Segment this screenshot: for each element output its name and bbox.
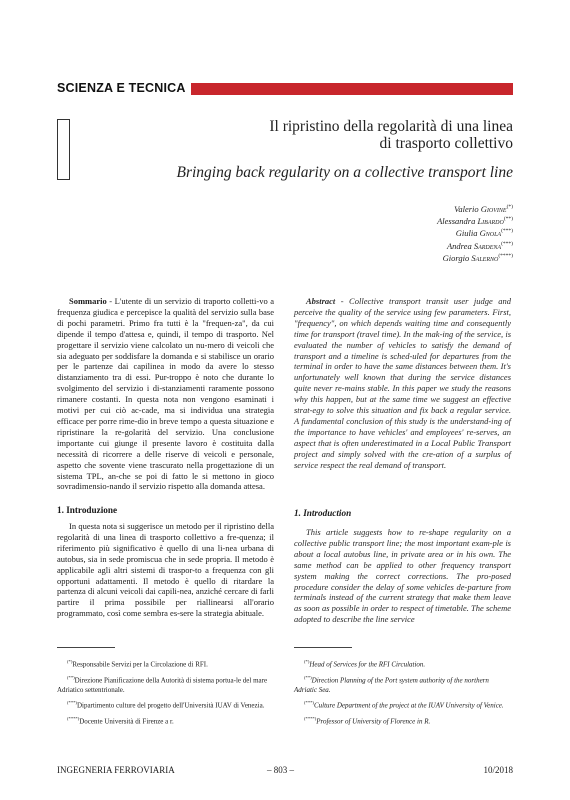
footnote: (*)Responsabile Servizi per la Circolazione di RFI. [67,659,208,669]
author: Giorgio Salerno(****) [442,252,513,263]
footnote: (****)Professor of University of Florence in R. [304,716,431,726]
author: Andrea Sardena(***) [446,240,513,251]
footnote: (**)Direzione Pianificazione della Autorità di sistema portua-le del mare Adriatico settentrionale. [57,674,268,694]
footnotes-english [294,657,511,730]
title-line-2: di trasporto collettivo [379,135,513,152]
decorative-frame [57,119,70,180]
issue-date: 10/2018 [483,765,513,775]
footnote-divider [57,647,115,648]
article-title-english: Bringing back regularity on a collective transport line [176,164,513,181]
abstract-english [294,296,511,471]
intro-english-text: This article suggests how to re-shape regularity on a collective public transport line; the most important exam-ple is about a local autobus line, in private area or in his own. The same method can be applied to other frequency transport system making the correct corrections. The pro-posed procedure consider the delay of some vehicles de-parture from terminals instead of the current strategy that make them leave as soon as possible in order to respect of timetable. The scheme adopted to describe the line service [294,527,511,625]
footnote: (****)Docente Università di Firenze a r. [67,716,174,726]
introduction-italian [57,521,274,619]
page-number: – 803 – [267,765,294,775]
section-heading-english: 1. Introduction [294,508,352,518]
author: Giulia Gnola(***) [455,228,513,239]
footnote-divider [294,647,352,648]
abstract-italian-lead: Sommario [69,296,107,306]
article-title-italian [133,118,513,152]
section-accent-bar [191,83,513,95]
journal-name: INGEGNERIA FERROVIARIA [57,765,175,775]
author: Alessandra Libardo(**) [437,216,513,227]
abstract-english-lead: Abstract [306,296,336,306]
footnote: (*)Head of Services for the RFI Circulation. [304,659,426,669]
footnote: (***)Culture Department of the project at the IUAV University of Venice. [304,700,504,710]
section-label: SCIENZA E TECNICA [57,81,186,95]
footnotes-italian [57,657,274,730]
footnote: (**)Direction Planning of the Port system authority of the northern Adriatic Sea. [294,674,489,694]
abstract-english-text: - Collective transport transit user judge and perceive the quality of the service using few parameters. First, "frequency", on which depends waiting time and consequently time for transport (travel time). In the mak-ing of the service, is evaluated the number of vehicles to satisfy the demand of transport and a timeline is sched-uled for departures from the terminal in order to have the same distances between them. It's unfortunately well known that during the service distances quite never re-mains stable. In this paper we study the reasons why this happen, but at the same time we suggest an effective strat-egy to solve this situation and fix back a regular service. A fundamental conclusion of this study is the understand-ing of the importance to have vehicles' and employees' re-serves, an aspect that is often underestimated in a Local Public Transport project and simply solved with the cre-ation of a surplus of service respect the real demand of transport. [294,296,511,470]
abstract-italian [57,296,274,492]
author-list [437,202,513,263]
title-line-1: Il ripristino della regolarità di una linea [269,118,513,135]
author: Valerio Giovine(*) [454,203,513,214]
section-header [57,80,513,98]
footnote: (***)Dipartimento culture del progetto dell'Università IUAV di Venezia. [67,700,265,710]
intro-italian-text: In questa nota si suggerisce un metodo per il ripristino della regolarità di una linea di trasporto collettivo a fre-quenza; il riferimento più significativo è quello di una li-nea urbana di autobus, sia in sede promiscua che in sede propria. Il metodo è applicabile agli altri sistemi di traspor-to a frequenza con gli opportuni adattamenti. Il metodo è quello di ritardare la partenza di alcuni veicoli dai capili-nea, anziché cercare di farli partire il prima possibile per riallinearsi all'orario programmato, così come sembra es-sere la strategia abituale. [57,521,274,619]
section-heading-italian: 1. Introduzione [57,505,118,515]
abstract-italian-text: - L'utente di un servizio di traporto colletti-vo a frequenza giudica e percepisce la qualità del servizio sulla base di pochi parametri. Primo fra tutti è la "frequen-za", da cui dipende il tempo d'attesa e, quindi, il tempo di trasporto. Nel progettare il servizio viene calcolato un nu-mero di veicoli che sia adeguato per soddisfare la domanda e si stabilisce un orario per le partenze dai capilinea in modo da avere lo stesso distanziamento tra di essi. Pur-troppo è noto che durante lo svolgimento del servizio i di-stanziamenti raramente possono rimanere costanti. In questa nota non vengono esaminati i motivi per cui ciò ac-cade, ma si individua una strategia efficace per porre rime-dio in breve tempo a questa situazione e ripristinare la re-golarità del servizio. Una conclusione importante cui giunge il presente lavoro è costituita dalla necessità di ricorrere a delle riserve di veicoli e personale, aspetto che sovente viene trascurato nella progettazione di un sistema TPL, an-che se poi di fatto le si mettono in gioco sovradimensio-nando il servizio rispetto alla domanda attesa. [57,296,274,492]
page-footer [57,765,513,777]
introduction-english [294,527,511,625]
